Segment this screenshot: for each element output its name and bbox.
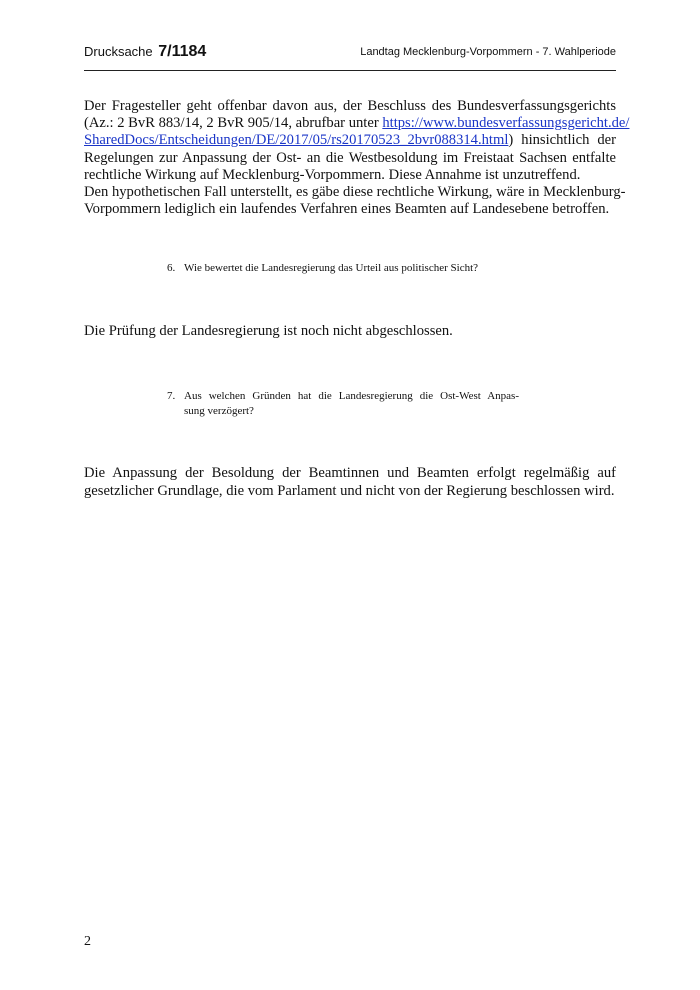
page-number: 2 bbox=[84, 934, 91, 949]
paragraph-line: Regelungen zur Anpassung der Ost- an die Westbesoldung im Freistaat Sachsen entfalte bbox=[84, 149, 616, 166]
court-decision-link-part2[interactable]: SharedDocs/Entscheidungen/DE/2017/05/rs20170523_2bvr088314.html bbox=[84, 132, 509, 149]
case-reference: (Az.: 2 BvR 883/14, 2 BvR 905/14, abrufbar unter bbox=[84, 115, 379, 132]
question-text: Wie bewertet die Landesregierung das Urteil aus politischer Sicht? bbox=[184, 262, 479, 274]
document-label: Drucksache bbox=[84, 44, 153, 59]
question-7 bbox=[167, 389, 519, 418]
intro-paragraph bbox=[84, 98, 630, 218]
answer-line: gesetzlicher Grundlage, die vom Parlament und nicht von der Regierung beschlossen wird. bbox=[84, 482, 615, 499]
answer-line: Die Anpassung der Besoldung der Beamtinnen und Beamten erfolgt regelmäßig auf bbox=[84, 465, 616, 481]
question-text-line: sung verzögert? bbox=[184, 404, 254, 417]
question-text-line: Aus welchen Gründen hat die Landesregierung die Ost-West Anpas- bbox=[184, 390, 519, 402]
paragraph-line: Den hypothetischen Fall unterstellt, es gäbe diese rechtliche Wirkung, wäre in Mecklenburg- bbox=[84, 184, 626, 201]
paragraph-line: Der Fragesteller geht offenbar davon aus, der Beschluss des Bundesverfassungsgerichts bbox=[84, 98, 616, 114]
closing-parenthesis: ) bbox=[508, 132, 514, 149]
paragraph-line bbox=[84, 132, 616, 149]
paragraph-line: Vorpommern lediglich ein laufendes Verfahren eines Beamten auf Landesebene betroffen. bbox=[84, 201, 610, 218]
answer-7 bbox=[84, 465, 616, 500]
question-number: 7. bbox=[167, 390, 176, 402]
question-6 bbox=[167, 262, 478, 274]
document-number: 7/1184 bbox=[158, 43, 207, 60]
question-number: 6. bbox=[167, 262, 176, 274]
paragraph-line bbox=[84, 115, 630, 132]
court-decision-link-part1[interactable]: https://www.bundesverfassungsgericht.de/ bbox=[382, 115, 630, 132]
page-header bbox=[84, 40, 616, 71]
paragraph-text: hinsichtlich der bbox=[521, 132, 616, 149]
answer-6: Die Prüfung der Landesregierung ist noch nicht abgeschlossen. bbox=[84, 323, 453, 339]
paragraph-line: rechtliche Wirkung auf Mecklenburg-Vorpommern. Diese Annahme ist unzutreffend. bbox=[84, 166, 581, 183]
document-reference bbox=[84, 43, 206, 61]
parliament-title: Landtag Mecklenburg-Vorpommern - 7. Wahlperiode bbox=[360, 46, 616, 58]
